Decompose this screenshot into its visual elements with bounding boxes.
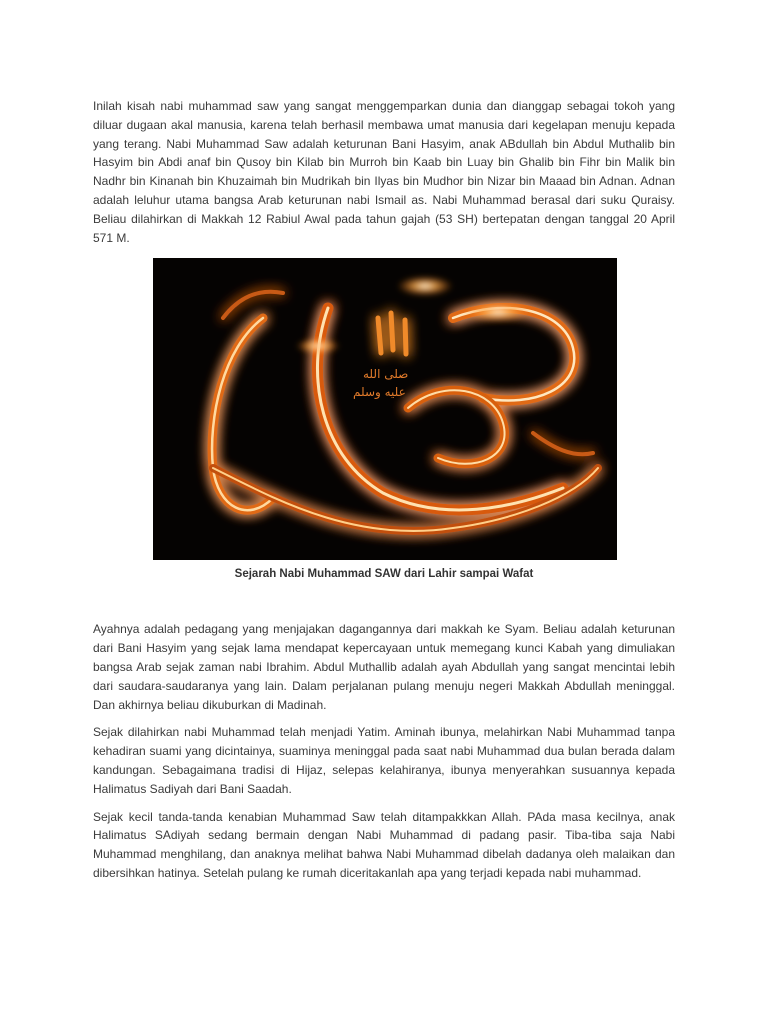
calligraphy-image xyxy=(153,258,617,560)
paragraph-orphan: Sejak dilahirkan nabi Muhammad telah menjadi Yatim. Aminah ibunya, melahirkan Nabi Muhammad tanpa kehadiran suami yang dicintainya, suaminya meninggal pada saat nabi Muhammad dua bulan berada dalam kandungan. Sebagaimana tradisi di Hijaz, selepas kelahiranya, ibunya menyerahkan susuannya kepada Halimatus Sadiyah dari Bani Saadah. xyxy=(93,725,675,796)
paragraph-childhood: Sejak kecil tanda-tanda kenabian Muhammad Saw telah ditampakkkan Allah. PAda masa kecilnya, anak Halimatus SAdiyah sedang bermain dengan Nabi Muhammad di padang pasir. Tiba-tiba saja Nabi Muhammad menghilang, dan anaknya melihat bahwa Nabi Muhammad dibelah dadanya oleh malaikan dan dibersihkan hatinya. Setelah pulang ke rumah diceritakanlah apa yang terjadi kepada nabi muhammad. xyxy=(93,809,675,880)
paragraph-father: Ayahnya adalah pedagang yang menjajakan dagangannya dari makkah ke Syam. Beliau adalah keturunan dari Bani Hasyim yang sejak lama mendapat kepercayaan untuk memegang kunci Kabah yang dimuliakan bangsa Arab sejak zaman nabi Ibrahim. Abdul Muthallib adalah ayah Abdullah yang sangat mencintai lebih dari saudara-saudaranya yang lain. Dalam perjalanan pulang menuju negeri Makkah Abdullah meninggal. Dan akhirnya beliau dikuburkan di Madinah. xyxy=(93,622,675,712)
document-page xyxy=(93,97,675,883)
inscription-line1: صلى الله xyxy=(363,367,409,382)
figure-caption: Sejarah Nabi Muhammad SAW dari Lahir sampai Wafat xyxy=(234,568,534,581)
glowing-calligraphy-graphic xyxy=(153,258,617,560)
inscription-line2: عليه وسلم xyxy=(353,385,406,400)
paragraph-intro: Inilah kisah nabi muhammad saw yang sangat menggemparkan dunia dan dianggap sebagai tokoh yang diluar dugaan akal manusia, karena telah berhasil membawa umat manusia dari kegelapan menuju kepada yang terang. Nabi Muhammad Saw adalah keturunan Bani Hasyim, anak ABdullah bin Abdul Muthalib bin Hasyim bin Abdi anaf bin Qusoy bin Kilab bin Murroh bin Kaab bin Luay bin Ghalib bin Fihr bin Malik bin Nadhr bin Kinanah bin Khuzaimah bin Mudrikah bin Ilyas bin Mudhor bin Nizar bin Maaad bin Adnan. Adnan adalah leluhur utama bangsa Arab keturunan nabi Ismail as. Nabi Muhammad berasal dari suku Quraisy. Beliau dilahirkan di Makkah 12 Rabiul Awal pada tahun gajah (53 SH) bertepatan dengan tanggal 20 April 571 M. xyxy=(93,99,675,245)
